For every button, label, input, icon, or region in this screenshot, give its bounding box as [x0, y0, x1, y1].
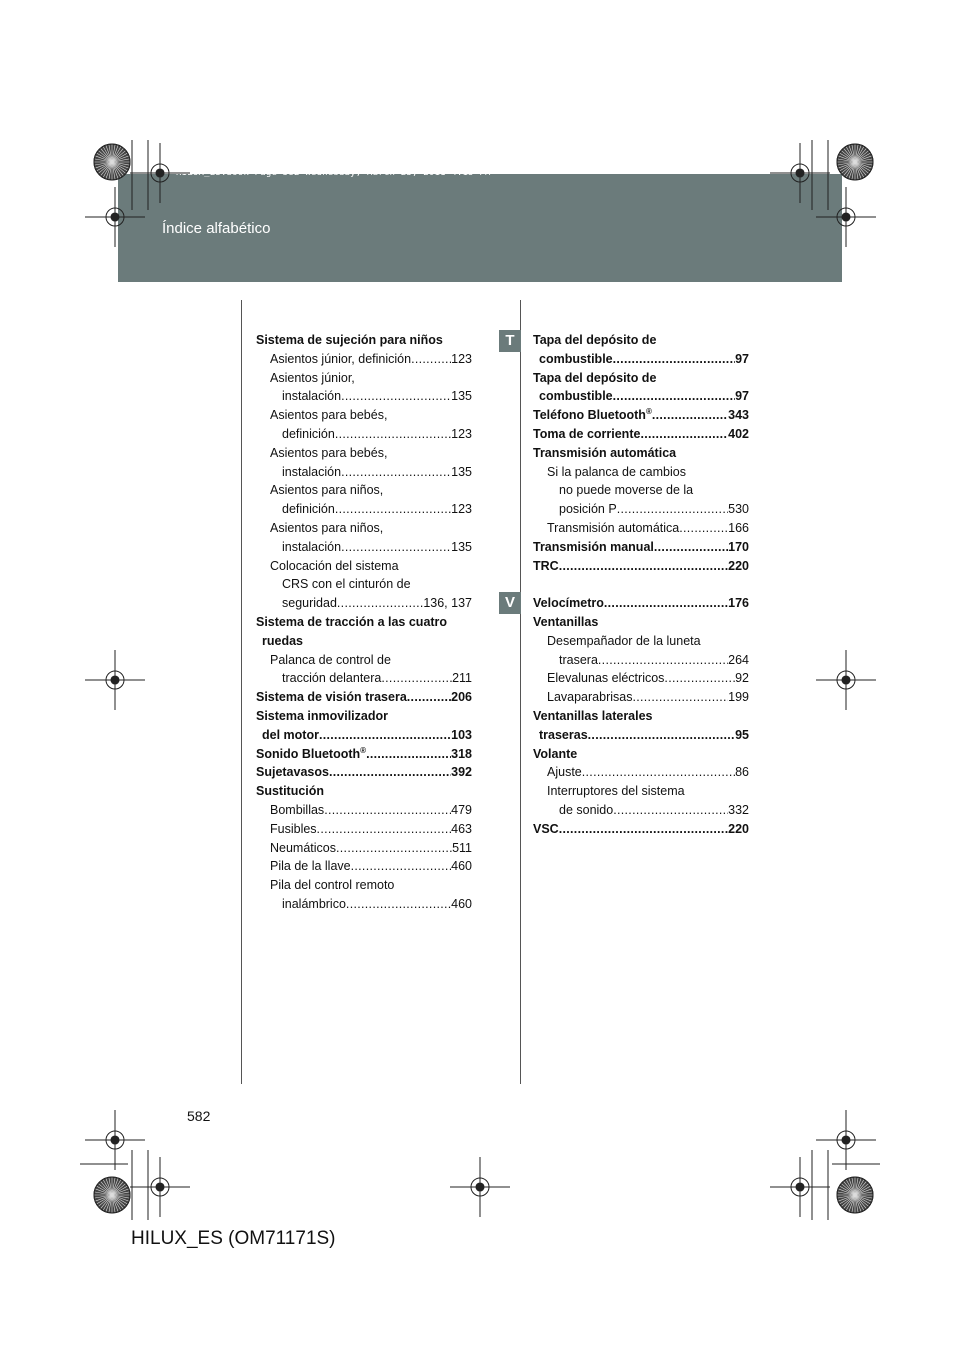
index-entry: [533, 594, 749, 613]
dot-leader: [640, 425, 728, 444]
index-entry: Sustitución: [256, 784, 325, 799]
dot-leader: [411, 350, 451, 369]
page-reference: 343: [728, 408, 749, 423]
letter-tab-v: V: [499, 592, 521, 614]
dot-leader: [317, 820, 452, 839]
page-reference: 199: [728, 690, 749, 705]
index-entry: [256, 538, 472, 557]
index-entry: [256, 350, 472, 369]
entry-text: instalación: [282, 464, 342, 479]
entry-text: Ajuste: [547, 765, 582, 780]
index-entry: Desempañador de la luneta: [547, 633, 701, 648]
page-reference: 166: [728, 520, 749, 535]
dot-leader: [335, 500, 451, 519]
page-number: 582: [187, 1108, 211, 1124]
page-reference: 123: [451, 502, 472, 517]
dot-leader: [341, 463, 451, 482]
page-reference: 460: [451, 859, 472, 874]
entry-text: Neumáticos: [270, 840, 336, 855]
page-reference: 463: [451, 821, 472, 836]
index-entry: [256, 820, 472, 839]
index-entry: Asientos para niños,: [270, 520, 384, 535]
index-entry: [533, 820, 749, 839]
index-entry: [256, 763, 472, 782]
index-entry: Transmisión automática: [533, 445, 677, 460]
index-column-right: [533, 331, 749, 839]
registered-mark: ®: [645, 407, 652, 417]
index-entry: [256, 463, 472, 482]
dot-leader: [588, 726, 735, 745]
page-reference: 170: [728, 539, 749, 554]
entry-text: Teléfono Bluetooth®: [533, 407, 652, 423]
index-entry: [533, 500, 749, 519]
index-entry: [256, 425, 472, 444]
page-reference: 211: [452, 671, 472, 686]
page-reference: 511: [452, 840, 472, 855]
dot-leader: [559, 820, 728, 839]
dot-leader: [654, 538, 728, 557]
index-entry: [256, 594, 472, 613]
index-entry: [533, 726, 749, 745]
page-reference: 103: [451, 727, 472, 742]
entry-text: Fusibles: [270, 821, 317, 836]
index-entry: Asientos para niños,: [270, 483, 384, 498]
page-reference: 97: [735, 389, 749, 404]
index-entry: Asientos para bebés,: [270, 445, 388, 460]
index-entry: [533, 763, 749, 782]
index-entry: Volante: [533, 746, 578, 761]
index-entry: Sistema inmovilizador: [256, 708, 388, 723]
dot-leader: [341, 387, 451, 406]
page-reference: 136, 137: [423, 596, 472, 611]
page-reference: 460: [451, 896, 472, 911]
entry-text: instalación: [282, 539, 342, 554]
dot-leader: [613, 801, 728, 820]
document-code: HILUX_ES (OM71171S): [131, 1228, 336, 1249]
page-reference: 123: [451, 351, 472, 366]
entry-text: seguridad: [282, 596, 337, 611]
index-entry: [256, 726, 472, 745]
page-reference: 264: [728, 652, 749, 667]
index-entry: [533, 350, 749, 369]
page-reference: 135: [451, 539, 472, 554]
index-entry: Si la palanca de cambios: [547, 464, 686, 479]
registered-mark: ®: [360, 745, 367, 755]
entry-text: Pila de la llave: [270, 859, 351, 874]
dot-leader: [407, 688, 451, 707]
index-entry: [533, 688, 749, 707]
dot-leader: [336, 839, 452, 858]
page-reference: 206: [451, 690, 472, 705]
index-entry: [533, 425, 749, 444]
entry-text: trasera: [559, 652, 598, 667]
index-entry: [533, 387, 749, 406]
index-entry: Pila del control remoto: [270, 878, 395, 893]
page-reference: 123: [451, 426, 472, 441]
index-column-left: [256, 331, 472, 914]
entry-text: Bombillas: [270, 802, 325, 817]
section-title: Índice alfabético: [162, 220, 271, 237]
dot-leader: [324, 801, 451, 820]
index-entry: Asientos júnior,: [270, 370, 355, 385]
column-divider-middle: [520, 300, 521, 1084]
page-reference: 92: [735, 671, 749, 686]
entry-text: TRC: [533, 558, 559, 573]
entry-text: definición: [282, 502, 335, 517]
entry-text: traseras: [539, 727, 588, 742]
index-entry: Palanca de control de: [270, 652, 391, 667]
entry-text: Sistema de visión trasera: [256, 690, 407, 705]
page-reference: 332: [728, 802, 749, 817]
index-entry: CRS con el cinturón de: [282, 577, 411, 592]
index-entry: Ventanillas laterales: [533, 708, 653, 723]
page-reference: 220: [728, 558, 749, 573]
dot-leader: [351, 857, 452, 876]
page-reference: 135: [451, 389, 472, 404]
dot-leader: [341, 538, 451, 557]
book-info-line: HILUX_ES.book Page 582 Wednesday, March 23, 2011 4:15 PM: [176, 168, 491, 178]
index-entry: [533, 801, 749, 820]
page-reference: 530: [728, 502, 749, 517]
entry-text: instalación: [282, 389, 342, 404]
dot-leader: [346, 895, 451, 914]
index-entry: [256, 688, 472, 707]
entry-text: Transmisión manual: [533, 539, 654, 554]
index-entry: Sistema de sujeción para niños: [256, 333, 443, 347]
entry-text: Asientos júnior, definición: [270, 351, 412, 366]
dot-leader: [329, 763, 451, 782]
page-reference: 176: [728, 596, 749, 611]
index-entry: [533, 519, 749, 538]
index-entry: Interruptores del sistema: [547, 784, 685, 799]
entry-text: Sujetavasos: [256, 765, 329, 780]
dot-leader: [613, 387, 735, 406]
entry-text: de sonido: [559, 802, 614, 817]
page-reference: 479: [451, 802, 472, 817]
dot-leader: [335, 425, 451, 444]
page-reference: 95: [735, 727, 749, 742]
dot-leader: [319, 726, 451, 745]
index-entry: [256, 839, 472, 858]
page-reference: 135: [451, 464, 472, 479]
index-entry: [256, 895, 472, 914]
index-entry: [533, 538, 749, 557]
index-entry: [533, 406, 749, 425]
entry-text: tracción delantera: [282, 671, 382, 686]
page-reference: 402: [728, 426, 749, 441]
section-gap: [533, 575, 749, 594]
dot-leader: [617, 500, 728, 519]
dot-leader: [366, 745, 451, 764]
index-entry: [256, 801, 472, 820]
entry-text: Velocímetro: [533, 596, 604, 611]
entry-text: definición: [282, 426, 335, 441]
index-entry: Sistema de tracción a las cuatro: [256, 614, 448, 629]
entry-text: posición P: [559, 502, 617, 517]
dot-leader: [582, 763, 735, 782]
entry-text: Lavaparabrisas: [547, 690, 633, 705]
dot-leader: [381, 669, 452, 688]
dot-leader: [632, 688, 728, 707]
entry-text: combustible: [539, 351, 613, 366]
dot-leader: [652, 406, 728, 425]
entry-text: combustible: [539, 389, 613, 404]
index-entry: no puede moverse de la: [559, 483, 694, 498]
index-entry: Colocación del sistema: [270, 558, 399, 573]
index-entry: [256, 387, 472, 406]
dot-leader: [613, 350, 735, 369]
entry-text: inalámbrico: [282, 896, 346, 911]
entry-text: Sonido Bluetooth®: [256, 745, 367, 761]
entry-text: Elevalunas eléctricos: [547, 671, 665, 686]
letter-tab-t: T: [499, 330, 521, 352]
dot-leader: [598, 651, 728, 670]
page-reference: 220: [728, 821, 749, 836]
index-entry: Asientos para bebés,: [270, 408, 388, 423]
entry-text: VSC: [533, 821, 559, 836]
index-entry: Ventanillas: [533, 614, 599, 629]
index-entry: [533, 557, 749, 576]
index-entry: [256, 745, 472, 764]
index-entry: ruedas: [262, 633, 303, 648]
index-entry: [533, 651, 749, 670]
index-entry: Tapa del depósito de: [533, 333, 657, 347]
page-reference: 97: [735, 351, 749, 366]
dot-leader: [559, 557, 728, 576]
entry-text: Toma de corriente: [533, 426, 641, 441]
column-divider-left: [241, 300, 242, 1084]
index-entry: [256, 857, 472, 876]
page-reference: 86: [735, 765, 749, 780]
page-reference: 318: [451, 746, 472, 761]
index-entry: [256, 669, 472, 688]
entry-text: Transmisión automática: [547, 520, 680, 535]
entry-text: del motor: [262, 727, 319, 742]
index-entry: Tapa del depósito de: [533, 370, 657, 385]
dot-leader: [337, 594, 423, 613]
index-entry: [533, 669, 749, 688]
dot-leader: [664, 669, 735, 688]
index-entry: [256, 500, 472, 519]
dot-leader: [604, 594, 728, 613]
dot-leader: [679, 519, 728, 538]
page-reference: 392: [451, 765, 472, 780]
